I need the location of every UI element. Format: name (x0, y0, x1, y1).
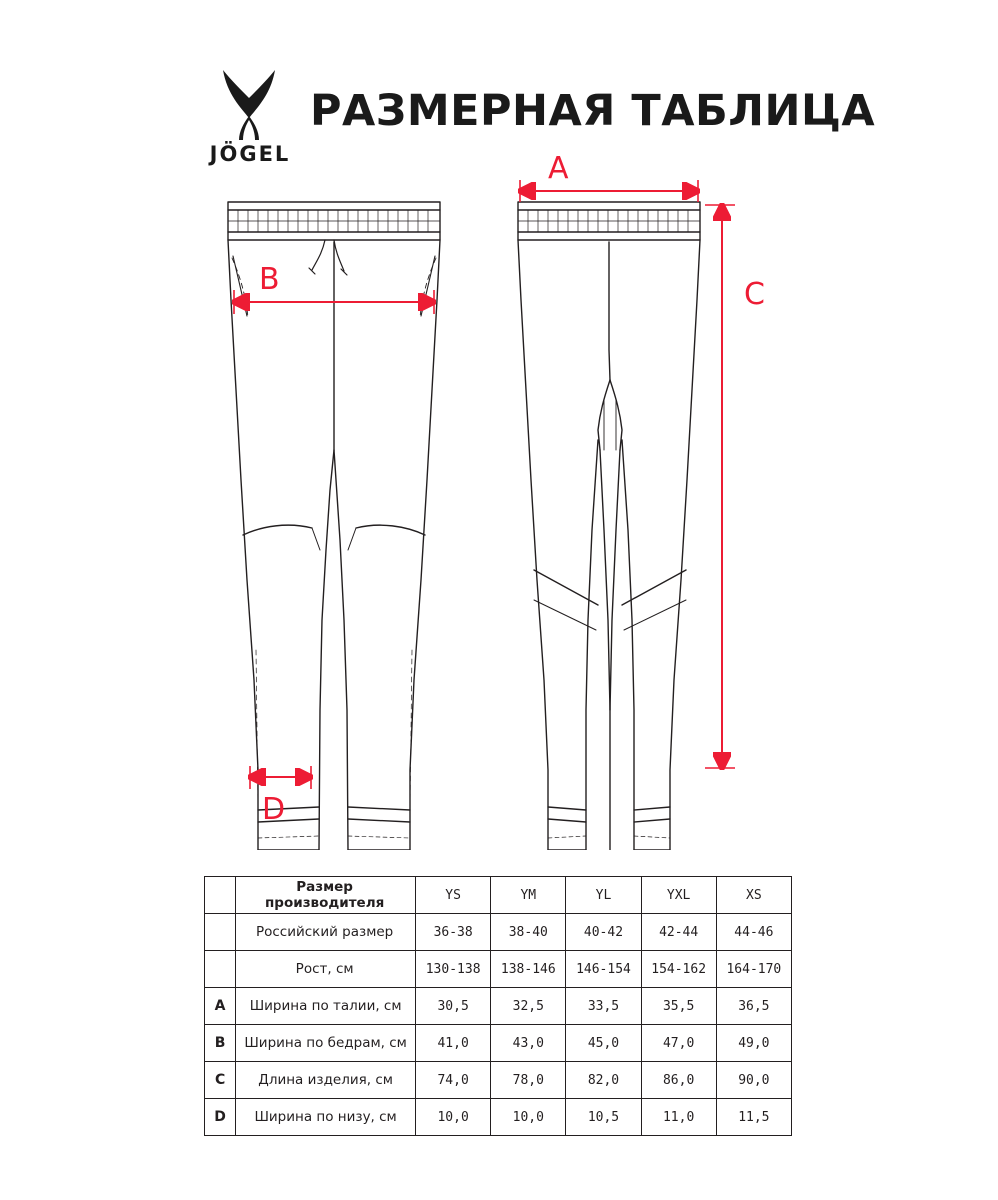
cell-value: YXL (641, 877, 716, 914)
brand-wordmark: JÖGEL (209, 142, 291, 166)
cell-value: 47,0 (641, 1025, 716, 1062)
cell-value: 154-162 (641, 951, 716, 988)
cell-value: 10,0 (416, 1099, 491, 1136)
cell-value: YL (566, 877, 641, 914)
cell-value: 78,0 (491, 1062, 566, 1099)
table-row (205, 1025, 792, 1062)
row-key (205, 951, 236, 988)
pants-back-view (518, 202, 700, 850)
page-title: РАЗМЕРНАЯ ТАБЛИЦА (310, 86, 876, 136)
row-key (205, 914, 236, 951)
cell-value: 86,0 (641, 1062, 716, 1099)
cell-value: 42-44 (641, 914, 716, 951)
row-label: Ширина по низу, см (236, 1099, 416, 1136)
cell-value: 45,0 (566, 1025, 641, 1062)
cell-value: YS (416, 877, 491, 914)
cell-value: 82,0 (566, 1062, 641, 1099)
row-label: Ширина по талии, см (236, 988, 416, 1025)
table-row (205, 1099, 792, 1136)
table-row (205, 951, 792, 988)
dimension-label-b: B (259, 262, 280, 297)
row-key: A (205, 988, 236, 1025)
row-label: Ширина по бедрам, см (236, 1025, 416, 1062)
row-label: Рост, см (236, 951, 416, 988)
cell-value: YM (491, 877, 566, 914)
cell-value: 40-42 (566, 914, 641, 951)
row-label: Российский размер (236, 914, 416, 951)
cell-value: 130-138 (416, 951, 491, 988)
row-key: C (205, 1062, 236, 1099)
jogel-emblem-icon (217, 68, 281, 142)
cell-value: 146-154 (566, 951, 641, 988)
cell-value: 10,5 (566, 1099, 641, 1136)
table-row (205, 914, 792, 951)
cell-value: 11,0 (641, 1099, 716, 1136)
cell-value: 36-38 (416, 914, 491, 951)
cell-value: 33,5 (566, 988, 641, 1025)
size-diagram (0, 150, 998, 850)
dimension-label-d: D (262, 792, 286, 827)
row-key: D (205, 1099, 236, 1136)
pants-technical-drawing (0, 150, 998, 850)
size-table-container (204, 876, 792, 1136)
table-row (205, 988, 792, 1025)
cell-value: 43,0 (491, 1025, 566, 1062)
row-label: Размер производителя (236, 877, 416, 914)
dimension-label-c: C (744, 277, 765, 312)
cell-value: 38-40 (491, 914, 566, 951)
table-row (205, 877, 792, 914)
cell-value: 30,5 (416, 988, 491, 1025)
cell-value: 138-146 (491, 951, 566, 988)
cell-value: 11,5 (716, 1099, 791, 1136)
cell-value: 90,0 (716, 1062, 791, 1099)
cell-value: 41,0 (416, 1025, 491, 1062)
cell-value: XS (716, 877, 791, 914)
row-label: Длина изделия, см (236, 1062, 416, 1099)
table-row (205, 1062, 792, 1099)
cell-value: 49,0 (716, 1025, 791, 1062)
pants-front-view (228, 202, 440, 850)
cell-value: 36,5 (716, 988, 791, 1025)
row-key: B (205, 1025, 236, 1062)
cell-value: 10,0 (491, 1099, 566, 1136)
cell-value: 164-170 (716, 951, 791, 988)
cell-value: 44-46 (716, 914, 791, 951)
measurement-arrows (234, 180, 735, 789)
cell-value: 32,5 (491, 988, 566, 1025)
cell-value: 74,0 (416, 1062, 491, 1099)
cell-value: 35,5 (641, 988, 716, 1025)
size-table (204, 876, 792, 1136)
dimension-label-a: A (548, 151, 569, 186)
row-key (205, 877, 236, 914)
